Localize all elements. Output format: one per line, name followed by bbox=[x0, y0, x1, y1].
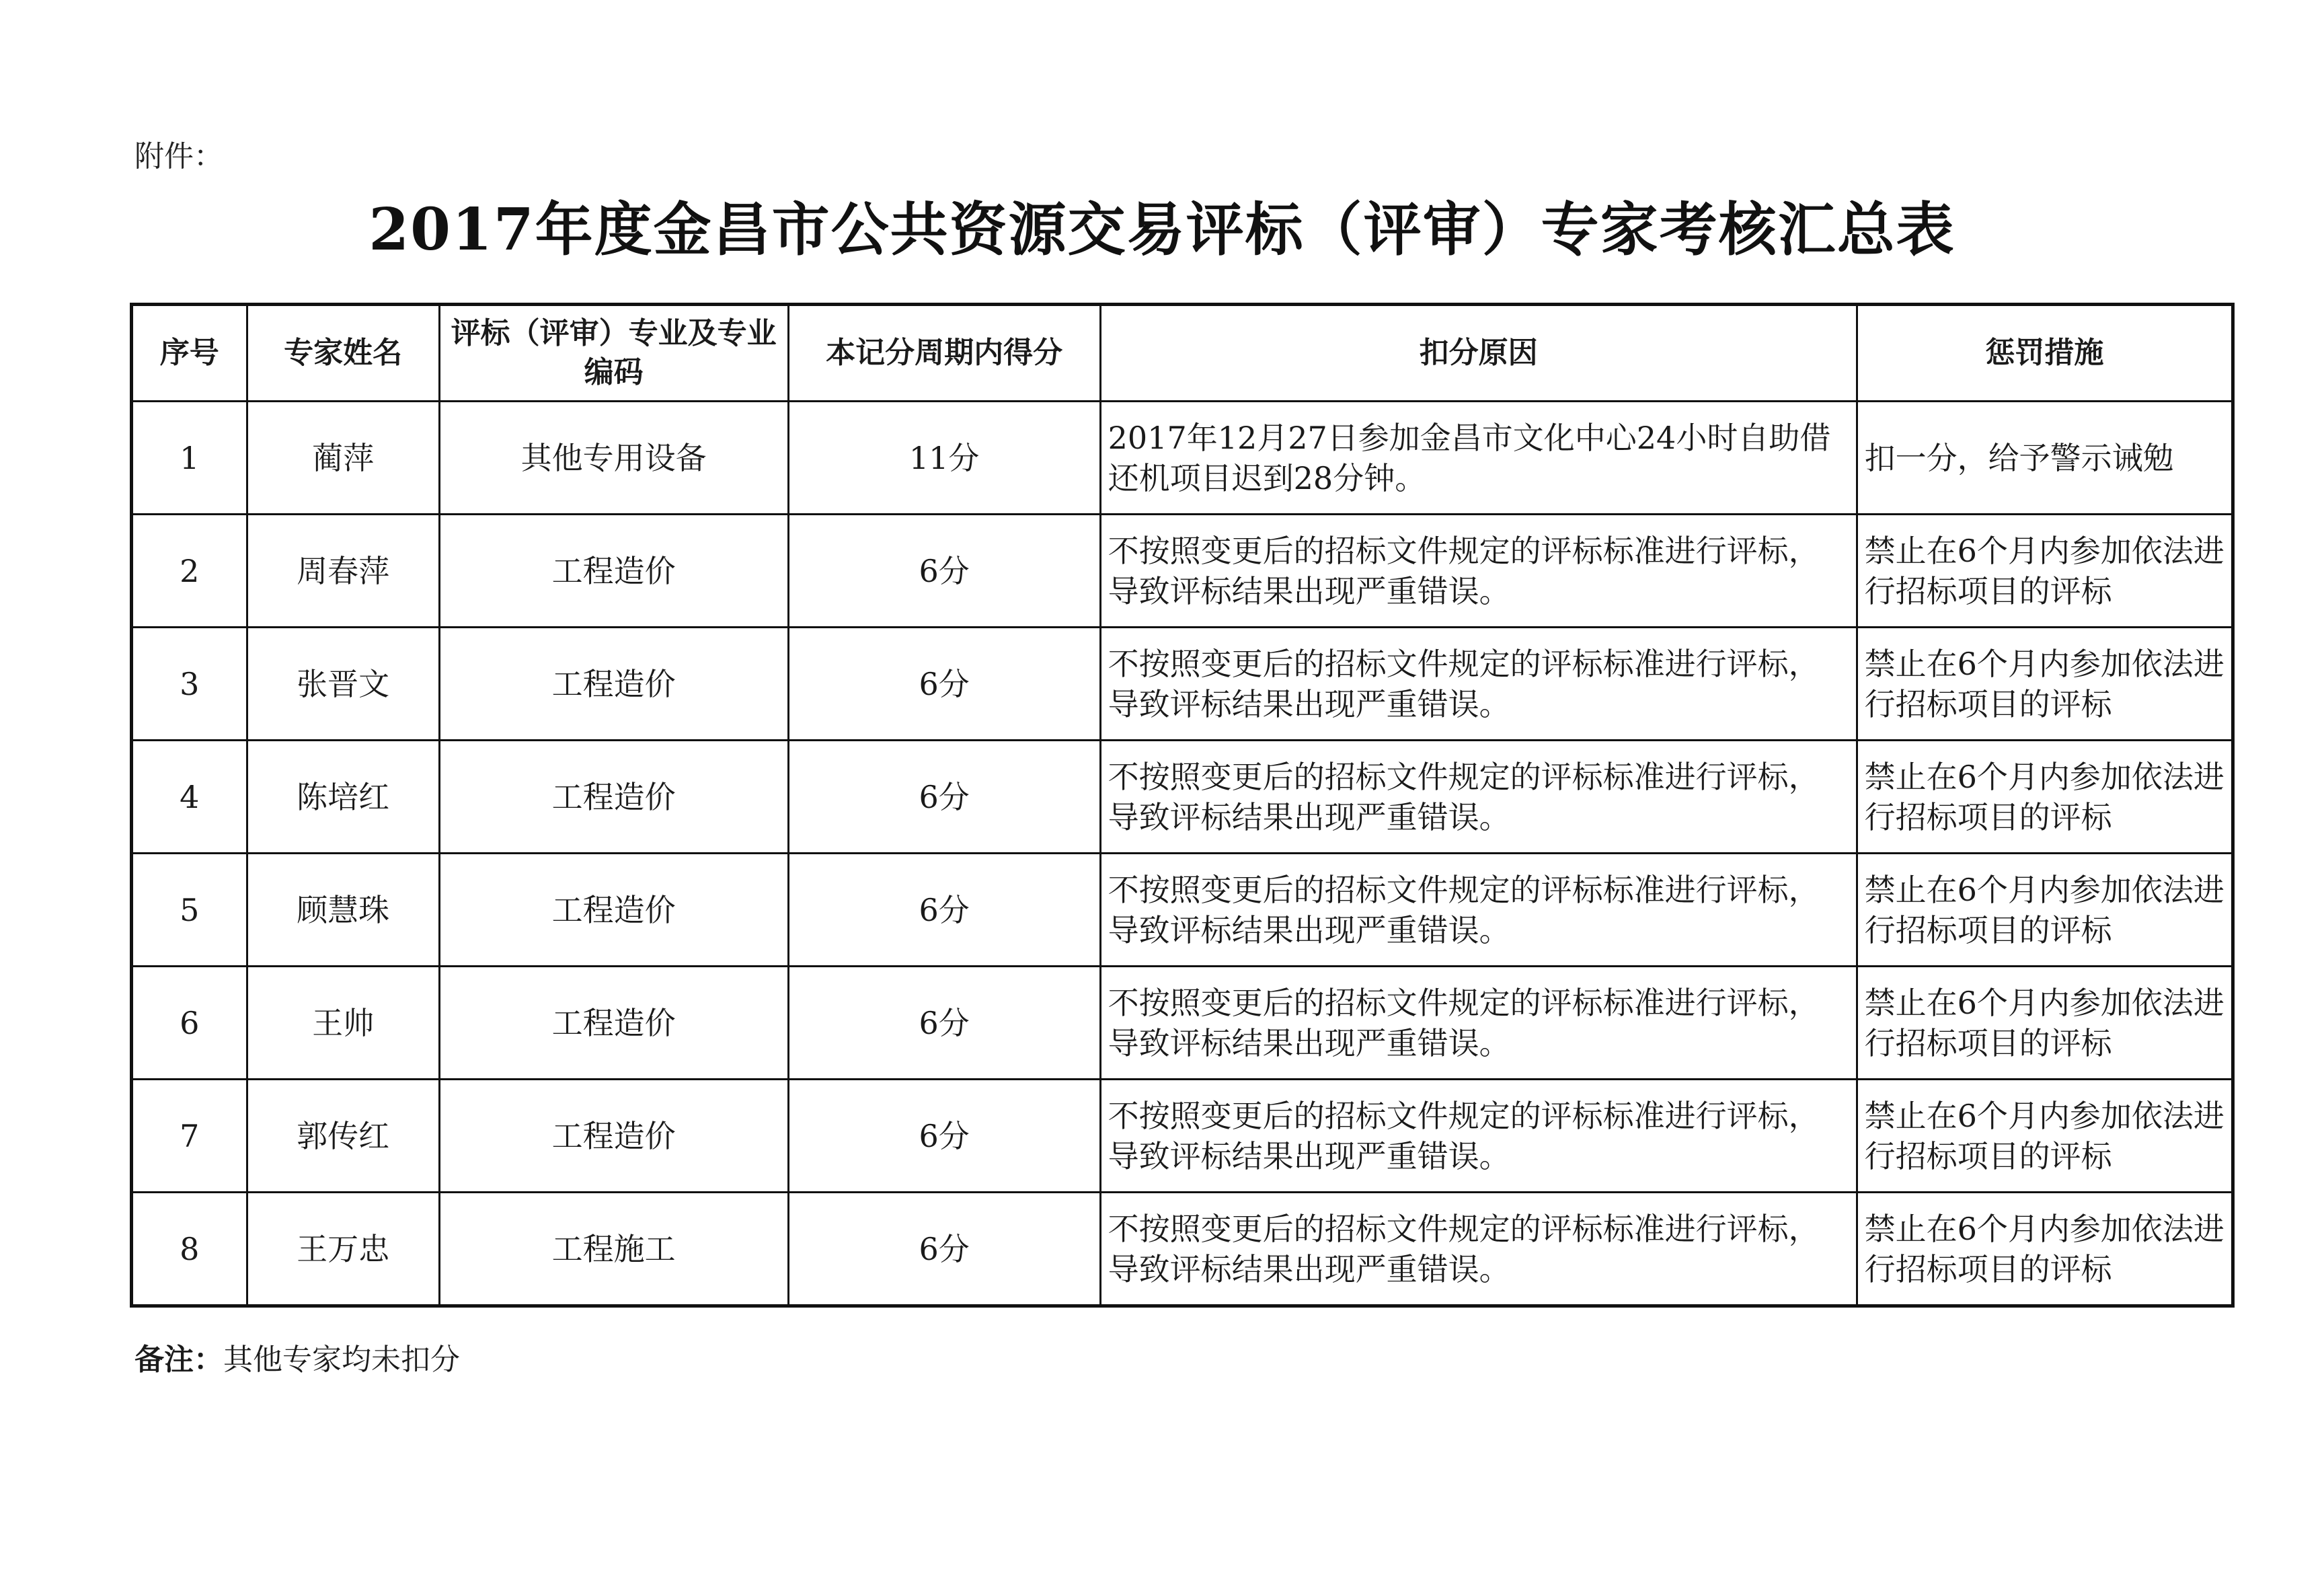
cell-reason: 不按照变更后的招标文件规定的评标标准进行评标，导致评标结果出现严重错误。 bbox=[1100, 515, 1857, 628]
cell-name: 张晋文 bbox=[247, 628, 439, 741]
cell-index: 3 bbox=[132, 628, 247, 741]
cell-specialty: 工程造价 bbox=[439, 1080, 788, 1193]
cell-name: 蔺萍 bbox=[247, 402, 439, 515]
cell-index: 4 bbox=[132, 741, 247, 854]
cell-specialty: 工程造价 bbox=[439, 741, 788, 854]
cell-reason: 不按照变更后的招标文件规定的评标标准进行评标，导致评标结果出现严重错误。 bbox=[1100, 741, 1857, 854]
cell-score: 6分 bbox=[788, 628, 1100, 741]
document-title: 2017年度金昌市公共资源交易评标（评审）专家考核汇总表 bbox=[369, 196, 1955, 264]
footnote-text: 其他专家均未扣分 bbox=[223, 1343, 460, 1377]
attachment-label: 附件： bbox=[134, 139, 223, 174]
cell-penalty: 禁止在6个月内参加依法进行招标项目的评标 bbox=[1857, 1080, 2233, 1193]
cell-index: 2 bbox=[132, 515, 247, 628]
cell-reason: 不按照变更后的招标文件规定的评标标准进行评标，导致评标结果出现严重错误。 bbox=[1100, 1080, 1857, 1193]
cell-specialty: 工程造价 bbox=[439, 628, 788, 741]
cell-index: 5 bbox=[132, 854, 247, 967]
cell-penalty: 禁止在6个月内参加依法进行招标项目的评标 bbox=[1857, 515, 2233, 628]
header-name: 专家姓名 bbox=[247, 305, 439, 402]
cell-specialty: 工程施工 bbox=[439, 1193, 788, 1306]
header-index: 序号 bbox=[132, 305, 247, 402]
cell-score: 6分 bbox=[788, 1193, 1100, 1306]
cell-index: 1 bbox=[132, 402, 247, 515]
cell-index: 8 bbox=[132, 1193, 247, 1306]
cell-reason: 不按照变更后的招标文件规定的评标标准进行评标，导致评标结果出现严重错误。 bbox=[1100, 854, 1857, 967]
cell-reason: 不按照变更后的招标文件规定的评标标准进行评标，导致评标结果出现严重错误。 bbox=[1100, 628, 1857, 741]
cell-index: 7 bbox=[132, 1080, 247, 1193]
table-row bbox=[132, 1080, 2233, 1193]
cell-score: 6分 bbox=[788, 741, 1100, 854]
cell-penalty: 禁止在6个月内参加依法进行招标项目的评标 bbox=[1857, 1193, 2233, 1306]
cell-penalty: 禁止在6个月内参加依法进行招标项目的评标 bbox=[1857, 628, 2233, 741]
expert-assessment-table bbox=[130, 303, 2235, 1308]
table-header-row bbox=[132, 305, 2233, 402]
table-row bbox=[132, 854, 2233, 967]
cell-score: 6分 bbox=[788, 1080, 1100, 1193]
cell-penalty: 禁止在6个月内参加依法进行招标项目的评标 bbox=[1857, 854, 2233, 967]
cell-penalty: 禁止在6个月内参加依法进行招标项目的评标 bbox=[1857, 741, 2233, 854]
table-row bbox=[132, 515, 2233, 628]
cell-name: 周春萍 bbox=[247, 515, 439, 628]
cell-score: 6分 bbox=[788, 967, 1100, 1080]
cell-reason: 不按照变更后的招标文件规定的评标标准进行评标，导致评标结果出现严重错误。 bbox=[1100, 967, 1857, 1080]
table-row bbox=[132, 1193, 2233, 1306]
cell-score: 6分 bbox=[788, 515, 1100, 628]
cell-penalty: 扣一分，给予警示诫勉 bbox=[1857, 402, 2233, 515]
cell-name: 王帅 bbox=[247, 967, 439, 1080]
cell-name: 陈培红 bbox=[247, 741, 439, 854]
table-row bbox=[132, 402, 2233, 515]
cell-penalty: 禁止在6个月内参加依法进行招标项目的评标 bbox=[1857, 967, 2233, 1080]
cell-specialty: 工程造价 bbox=[439, 854, 788, 967]
cell-name: 王万忠 bbox=[247, 1193, 439, 1306]
header-penalty: 惩罚措施 bbox=[1857, 305, 2233, 402]
cell-specialty: 其他专用设备 bbox=[439, 402, 788, 515]
footnote-label: 备注： bbox=[134, 1343, 223, 1377]
cell-reason: 2017年12月27日参加金昌市文化中心24小时自助借还机项目迟到28分钟。 bbox=[1100, 402, 1857, 515]
cell-reason: 不按照变更后的招标文件规定的评标标准进行评标，导致评标结果出现严重错误。 bbox=[1100, 1193, 1857, 1306]
table-row bbox=[132, 628, 2233, 741]
cell-index: 6 bbox=[132, 967, 247, 1080]
cell-name: 顾慧珠 bbox=[247, 854, 439, 967]
header-reason: 扣分原因 bbox=[1100, 305, 1857, 402]
header-specialty: 评标（评审）专业及专业编码 bbox=[439, 305, 788, 402]
cell-specialty: 工程造价 bbox=[439, 967, 788, 1080]
cell-specialty: 工程造价 bbox=[439, 515, 788, 628]
table-row bbox=[132, 967, 2233, 1080]
cell-score: 11分 bbox=[788, 402, 1100, 515]
cell-score: 6分 bbox=[788, 854, 1100, 967]
cell-name: 郭传红 bbox=[247, 1080, 439, 1193]
footnote bbox=[134, 1335, 460, 1378]
header-score: 本记分周期内得分 bbox=[788, 305, 1100, 402]
table-row bbox=[132, 741, 2233, 854]
